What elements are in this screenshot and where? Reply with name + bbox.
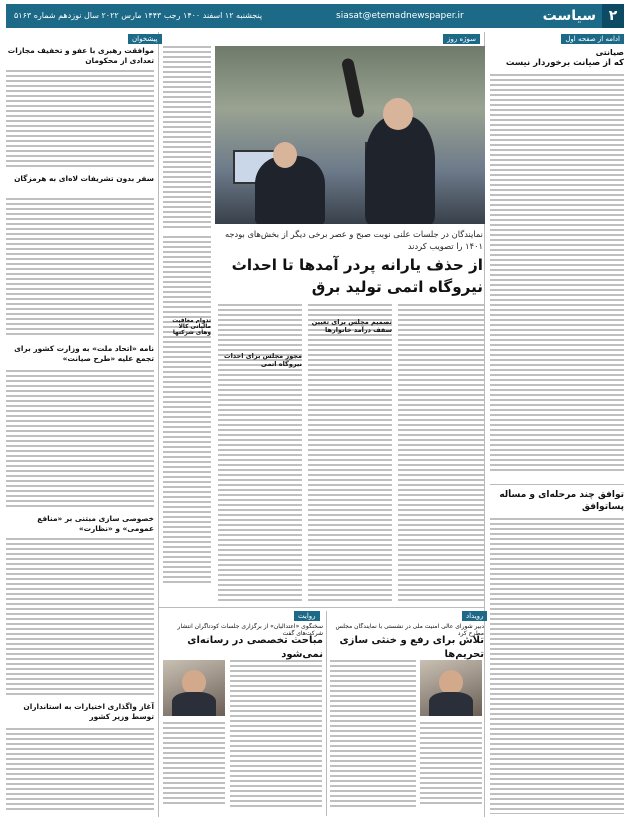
right-body-text-2 bbox=[490, 518, 624, 814]
center-col-4 bbox=[398, 304, 484, 604]
right-headline-2: توافق چند مرحله‌ای و مسأله پساتوافق bbox=[499, 490, 624, 512]
left-body-2 bbox=[6, 198, 154, 338]
center-subhead-1: تصمیم مجلس برای تعیین سقف درآمد خانوارها bbox=[311, 318, 392, 334]
section-label-event: رویداد bbox=[462, 611, 487, 621]
story1-body-2 bbox=[420, 722, 482, 810]
photo-raised-arm bbox=[341, 57, 365, 118]
parliament-photo bbox=[215, 46, 485, 224]
story2-portrait bbox=[163, 660, 225, 716]
story1-portrait bbox=[420, 660, 482, 716]
right-headline-top: صیانتی bbox=[595, 48, 624, 57]
center-col-2 bbox=[218, 304, 302, 604]
date-line: پنجشنبه ۱۲ اسفند ۱۴۰۰ رجب ۱۴۴۳ مارس ۲۰۲۲ سال نوزدهم شماره ۵۱۶۳ bbox=[14, 11, 263, 20]
main-kicker: نمایندگان در جلسات علنی نوبت صبح و عصر برخی دیگر از بخش‌های بودجه ۱۴۰۱ را تصویب کردند bbox=[224, 229, 483, 251]
story1-headline: تلاش برای رفع و خنثی سازی تحریم‌ها bbox=[339, 635, 484, 660]
left-body-1 bbox=[6, 70, 154, 170]
story2-kicker: سخنگوی «اعتدالیان» از برگزاری جلسات کودتاگران انتشار شرکت‌های گفت bbox=[177, 623, 323, 637]
story1-body bbox=[330, 660, 416, 810]
section-title: سیاست bbox=[542, 8, 596, 24]
bottom-section-divider bbox=[159, 607, 485, 608]
story1-kicker: دبیر شورای عالی امنیت ملی در نشستی با نمایندگان مجلس مطرح کرد bbox=[335, 623, 484, 637]
left-headline-4: خصوصی سازی مبتنی بر «منافع عمومی» و «نظارت» bbox=[37, 514, 154, 533]
page-number: ۲ bbox=[602, 4, 624, 28]
right-divider bbox=[490, 484, 624, 485]
main-headline: از حذف یارانه پردر آمدها تا احداث نیروگاه اتمی تولید برق bbox=[231, 256, 483, 296]
story2-body bbox=[230, 660, 322, 810]
column-divider-left bbox=[158, 32, 159, 817]
section-label-topic: سوژه روز bbox=[443, 34, 480, 44]
section-label-desk: پیشخوان bbox=[128, 34, 162, 44]
left-headline-1: موافقت رهبری با عفو و تخفیف مجازات تعدادی از محکومان bbox=[7, 46, 154, 65]
story2-headline: مباحث تخصصی در رسانه‌ای نمی‌شود bbox=[187, 635, 323, 660]
left-headline-5: آغاز واگذاری اختیارات به استانداران توسط وزیر کشور bbox=[23, 702, 154, 721]
story2-body-2 bbox=[163, 722, 225, 810]
section-label-narrative: روایت bbox=[294, 611, 320, 621]
center-col-1 bbox=[163, 236, 211, 604]
left-body-5 bbox=[6, 728, 154, 814]
page-header bbox=[6, 4, 624, 28]
photo-standing-figure bbox=[365, 116, 435, 224]
photo-face-2 bbox=[273, 142, 297, 168]
section-label-continued: ادامه از صفحه اول bbox=[561, 34, 624, 44]
center-side-text bbox=[163, 46, 211, 232]
left-headline-3: نامه «اتحاد ملت» به وزارت کشور برای تجمع علیه «طرح صیانت» bbox=[14, 344, 154, 363]
bottom-story-divider bbox=[326, 611, 327, 816]
photo-face bbox=[383, 98, 413, 130]
center-subhead-3: تدوام معافیت مالیاتی کالا وهای شرکتها bbox=[172, 318, 211, 336]
right-headline-main: که از صیانت برخوردار نیست bbox=[505, 58, 624, 68]
left-body-3 bbox=[6, 370, 154, 510]
center-col-3 bbox=[308, 304, 392, 604]
right-body-text-1 bbox=[490, 74, 624, 480]
site-email[interactable]: siasat@etemadnewspaper.ir bbox=[336, 11, 464, 21]
left-body-4 bbox=[6, 538, 154, 698]
left-headline-2: سفر بدون تشریفات لاه‌ای به هرمزگان bbox=[14, 174, 154, 183]
center-subhead-2: مجوز مجلس برای احداث نیروگاه اتمی bbox=[224, 352, 302, 368]
